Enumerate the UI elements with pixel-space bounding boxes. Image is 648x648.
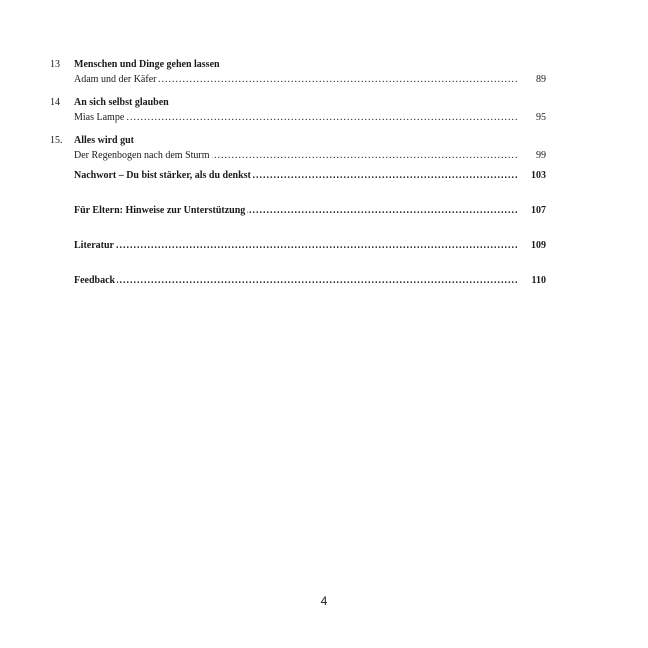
entry-page-number: 107: [518, 203, 546, 218]
page-number: 4: [320, 594, 328, 608]
toc-section-feedback: [50, 273, 546, 288]
toc-section-eltern: [50, 203, 546, 218]
entry-title: Der Regenbogen nach dem Sturm: [74, 150, 210, 161]
entry-page-number: 109: [518, 238, 546, 253]
chapter-number: 14: [50, 97, 60, 108]
toc-section-literatur: [50, 238, 546, 253]
entry-page-number: 99: [518, 148, 546, 163]
section-title: Nachwort – Du bist stärker, als du denkst: [74, 170, 251, 181]
chapter-title: An sich selbst glauben: [74, 97, 169, 108]
toc-entry[interactable]: [74, 273, 546, 288]
toc-chapter-15: [50, 134, 546, 163]
toc-entry[interactable]: [74, 148, 546, 163]
table-of-contents: [50, 58, 546, 308]
chapter-title: Alles wird gut: [74, 135, 134, 146]
entry-title: Mias Lampe: [74, 112, 125, 123]
toc-entry[interactable]: [74, 238, 546, 253]
entry-page-number: 110: [518, 273, 546, 288]
toc-entry[interactable]: [74, 203, 546, 218]
entry-page-number: 89: [518, 72, 546, 87]
toc-chapter-13: [50, 58, 546, 87]
chapter-number: 15.: [50, 135, 63, 146]
section-title: Feedback: [74, 275, 116, 286]
toc-entry[interactable]: [74, 110, 546, 125]
toc-chapter-14: [50, 96, 546, 125]
toc-section-nachwort: [50, 168, 546, 183]
toc-entry[interactable]: [74, 72, 546, 87]
entry-page-number: 95: [518, 110, 546, 125]
dot-leader: [74, 273, 518, 288]
section-title: Literatur: [74, 240, 114, 251]
entry-page-number: 103: [518, 168, 546, 183]
chapter-title: Menschen und Dinge gehen lassen: [74, 59, 220, 70]
dot-leader: [74, 238, 518, 253]
chapter-number: 13: [50, 59, 60, 70]
toc-entry[interactable]: [74, 168, 546, 183]
entry-title: Adam und der Käfer: [74, 74, 157, 85]
section-title: Für Eltern: Hinweise zur Unterstützung: [74, 205, 246, 216]
dot-leader: [74, 110, 518, 125]
